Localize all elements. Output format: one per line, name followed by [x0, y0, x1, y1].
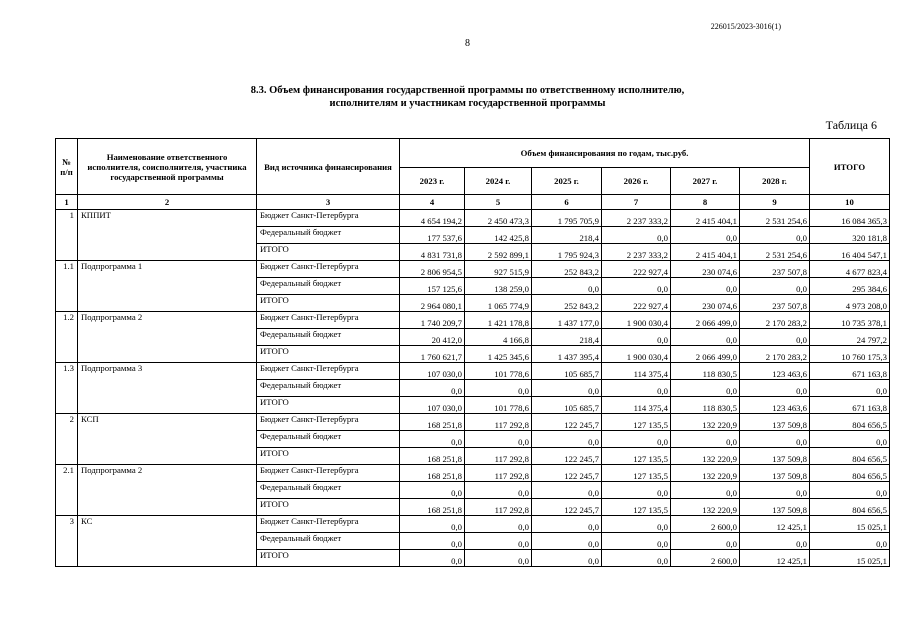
year-value: 137 509,8 [740, 465, 810, 482]
table-row [56, 210, 890, 227]
year-value: 237 507,8 [740, 261, 810, 278]
col-header-source: Вид источника финансирования [257, 139, 400, 195]
year-value: 127 135,5 [602, 414, 671, 431]
executor-name: Подпрограмма 1 [78, 261, 257, 312]
year-value: 0,0 [602, 227, 671, 244]
year-value: 0,0 [532, 380, 602, 397]
executor-name: КС [78, 516, 257, 567]
year-value: 122 245,7 [532, 414, 602, 431]
year-value: 2 450 473,3 [465, 210, 532, 227]
col-number: 1 [56, 195, 78, 210]
table-row [56, 414, 890, 431]
year-value: 107 030,0 [400, 363, 465, 380]
row-number: 1.1 [56, 261, 78, 312]
document-id: 226015/2023-3016(1) [710, 22, 781, 31]
year-value: 157 125,6 [400, 278, 465, 295]
year-value: 4 166,8 [465, 329, 532, 346]
total-value: 804 656,5 [810, 448, 890, 465]
year-value: 0,0 [602, 533, 671, 550]
page-number: 8 [465, 38, 470, 49]
total-value: 295 384,6 [810, 278, 890, 295]
funding-source: ИТОГО [257, 499, 400, 516]
year-value: 0,0 [465, 380, 532, 397]
row-number: 3 [56, 516, 78, 567]
year-value: 0,0 [740, 533, 810, 550]
total-value: 16 404 547,1 [810, 244, 890, 261]
year-value: 2 415 404,1 [671, 244, 740, 261]
executor-name: Подпрограмма 2 [78, 465, 257, 516]
year-value: 1 900 030,4 [602, 312, 671, 329]
total-value: 0,0 [810, 380, 890, 397]
year-value: 132 220,9 [671, 414, 740, 431]
year-value: 0,0 [602, 278, 671, 295]
year-value: 2 066 499,0 [671, 312, 740, 329]
year-value: 127 135,5 [602, 465, 671, 482]
funding-source: Федеральный бюджет [257, 431, 400, 448]
funding-source: ИТОГО [257, 397, 400, 414]
col-header-total: ИТОГО [810, 139, 890, 195]
year-value: 122 245,7 [532, 448, 602, 465]
funding-source: ИТОГО [257, 295, 400, 312]
funding-source: ИТОГО [257, 550, 400, 567]
year-value: 137 509,8 [740, 499, 810, 516]
year-value: 0,0 [671, 533, 740, 550]
year-value: 0,0 [532, 431, 602, 448]
col-number: 4 [400, 195, 465, 210]
year-value: 117 292,8 [465, 448, 532, 465]
year-value: 0,0 [465, 482, 532, 499]
col-number: 6 [532, 195, 602, 210]
total-value: 0,0 [810, 533, 890, 550]
year-value: 127 135,5 [602, 448, 671, 465]
col-number: 2 [78, 195, 257, 210]
year-value: 177 537,6 [400, 227, 465, 244]
year-value: 0,0 [740, 431, 810, 448]
year-value: 168 251,8 [400, 448, 465, 465]
row-number: 2.1 [56, 465, 78, 516]
row-number: 1.2 [56, 312, 78, 363]
executor-name: КСП [78, 414, 257, 465]
col-number: 7 [602, 195, 671, 210]
year-value: 20 412,0 [400, 329, 465, 346]
table-body [56, 210, 890, 567]
year-value: 0,0 [740, 329, 810, 346]
year-value: 123 463,6 [740, 397, 810, 414]
year-value: 142 425,8 [465, 227, 532, 244]
table-row [56, 312, 890, 329]
row-number: 2 [56, 414, 78, 465]
year-value: 0,0 [532, 278, 602, 295]
year-value: 12 425,1 [740, 516, 810, 533]
year-value: 168 251,8 [400, 499, 465, 516]
executor-name: Подпрограмма 2 [78, 312, 257, 363]
table-label: Таблица 6 [825, 118, 877, 132]
year-value: 0,0 [532, 550, 602, 567]
year-value: 222 927,4 [602, 261, 671, 278]
funding-source: Бюджет Санкт-Петербурга [257, 465, 400, 482]
year-value: 122 245,7 [532, 499, 602, 516]
year-value: 132 220,9 [671, 448, 740, 465]
year-value: 0,0 [671, 482, 740, 499]
year-value: 12 425,1 [740, 550, 810, 567]
year-value: 0,0 [602, 329, 671, 346]
year-value: 0,0 [465, 533, 532, 550]
year-value: 0,0 [400, 550, 465, 567]
year-value: 117 292,8 [465, 414, 532, 431]
year-value: 0,0 [671, 329, 740, 346]
year-value: 117 292,8 [465, 499, 532, 516]
year-value: 101 778,6 [465, 397, 532, 414]
year-value: 118 830,5 [671, 363, 740, 380]
year-value: 222 927,4 [602, 295, 671, 312]
total-value: 671 163,8 [810, 397, 890, 414]
year-value: 2 600,0 [671, 516, 740, 533]
year-value: 105 685,7 [532, 397, 602, 414]
year-value: 0,0 [740, 482, 810, 499]
year-value: 0,0 [671, 431, 740, 448]
year-value: 0,0 [740, 380, 810, 397]
total-value: 320 181,8 [810, 227, 890, 244]
section-title-line-1: 8.3. Объем финансирования государственной программы по ответственному исполнителю, [250, 85, 685, 96]
col-number: 8 [671, 195, 740, 210]
total-value: 0,0 [810, 482, 890, 499]
year-value: 1 795 924,3 [532, 244, 602, 261]
section-title-line-2: исполнителям и участникам государственной программы [329, 98, 606, 109]
year-value: 0,0 [532, 516, 602, 533]
year-value: 0,0 [671, 278, 740, 295]
year-value: 2 592 899,1 [465, 244, 532, 261]
year-value: 0,0 [602, 482, 671, 499]
year-value: 123 463,6 [740, 363, 810, 380]
year-value: 122 245,7 [532, 465, 602, 482]
table-row [56, 516, 890, 533]
table-row [56, 261, 890, 278]
col-header-year: 2023 г. [400, 168, 465, 195]
col-header-year: 2025 г. [532, 168, 602, 195]
year-value: 218,4 [532, 329, 602, 346]
year-value: 0,0 [671, 380, 740, 397]
year-value: 105 685,7 [532, 363, 602, 380]
executor-name: КППИТ [78, 210, 257, 261]
year-value: 132 220,9 [671, 465, 740, 482]
year-value: 1 740 209,7 [400, 312, 465, 329]
year-value: 252 843,2 [532, 295, 602, 312]
year-value: 118 830,5 [671, 397, 740, 414]
year-value: 1 065 774,9 [465, 295, 532, 312]
col-number: 9 [740, 195, 810, 210]
year-value: 132 220,9 [671, 499, 740, 516]
funding-source: Федеральный бюджет [257, 380, 400, 397]
year-value: 1 795 705,9 [532, 210, 602, 227]
total-value: 804 656,5 [810, 414, 890, 431]
funding-source: Бюджет Санкт-Петербурга [257, 210, 400, 227]
year-value: 0,0 [602, 380, 671, 397]
year-value: 114 375,4 [602, 397, 671, 414]
year-value: 2 237 333,2 [602, 244, 671, 261]
year-value: 127 135,5 [602, 499, 671, 516]
col-header-year: 2024 г. [465, 168, 532, 195]
funding-source: ИТОГО [257, 448, 400, 465]
year-value: 0,0 [400, 516, 465, 533]
funding-source: ИТОГО [257, 244, 400, 261]
total-value: 15 025,1 [810, 516, 890, 533]
year-value: 2 600,0 [671, 550, 740, 567]
col-header-num: № п/п [56, 139, 78, 195]
funding-source: Бюджет Санкт-Петербурга [257, 516, 400, 533]
year-value: 1 437 177,0 [532, 312, 602, 329]
year-value: 117 292,8 [465, 465, 532, 482]
year-value: 2 531 254,6 [740, 210, 810, 227]
year-value: 1 421 178,8 [465, 312, 532, 329]
year-value: 1 760 621,7 [400, 346, 465, 363]
col-number: 10 [810, 195, 890, 210]
year-value: 2 237 333,2 [602, 210, 671, 227]
year-value: 0,0 [671, 227, 740, 244]
col-header-year: 2026 г. [602, 168, 671, 195]
year-value: 114 375,4 [602, 363, 671, 380]
col-header-years-group: Объем финансирования по годам, тыс.руб. [400, 139, 810, 168]
year-value: 1 425 345,6 [465, 346, 532, 363]
year-value: 0,0 [602, 550, 671, 567]
funding-source: Бюджет Санкт-Петербурга [257, 261, 400, 278]
total-value: 10 735 378,1 [810, 312, 890, 329]
year-value: 0,0 [532, 482, 602, 499]
year-value: 138 259,0 [465, 278, 532, 295]
year-value: 0,0 [400, 533, 465, 550]
year-value: 0,0 [740, 278, 810, 295]
year-value: 168 251,8 [400, 465, 465, 482]
year-value: 230 074,6 [671, 261, 740, 278]
year-value: 0,0 [602, 431, 671, 448]
funding-source: Федеральный бюджет [257, 482, 400, 499]
col-header-year: 2028 г. [740, 168, 810, 195]
year-value: 4 831 731,8 [400, 244, 465, 261]
year-value: 2 170 283,2 [740, 312, 810, 329]
year-value: 1 437 395,4 [532, 346, 602, 363]
financing-table [55, 138, 890, 567]
col-header-name: Наименование ответственного исполнителя, соисполнителя, участника государственной программы [78, 139, 257, 195]
funding-source: Бюджет Санкт-Петербурга [257, 414, 400, 431]
year-value: 237 507,8 [740, 295, 810, 312]
year-value: 0,0 [465, 550, 532, 567]
year-value: 218,4 [532, 227, 602, 244]
section-title [0, 84, 905, 110]
year-value: 137 509,8 [740, 414, 810, 431]
table-row [56, 465, 890, 482]
year-value: 0,0 [400, 380, 465, 397]
year-value: 2 964 080,1 [400, 295, 465, 312]
total-value: 10 760 175,3 [810, 346, 890, 363]
col-number: 5 [465, 195, 532, 210]
year-value: 2 806 954,5 [400, 261, 465, 278]
year-value: 101 778,6 [465, 363, 532, 380]
funding-source: Федеральный бюджет [257, 227, 400, 244]
funding-source: Федеральный бюджет [257, 329, 400, 346]
executor-name: Подпрограмма 3 [78, 363, 257, 414]
year-value: 252 843,2 [532, 261, 602, 278]
total-value: 24 797,2 [810, 329, 890, 346]
year-value: 0,0 [465, 431, 532, 448]
funding-source: ИТОГО [257, 346, 400, 363]
total-value: 15 025,1 [810, 550, 890, 567]
year-value: 2 066 499,0 [671, 346, 740, 363]
total-value: 671 163,8 [810, 363, 890, 380]
year-value: 0,0 [465, 516, 532, 533]
year-value: 168 251,8 [400, 414, 465, 431]
year-value: 2 531 254,6 [740, 244, 810, 261]
total-value: 16 084 365,3 [810, 210, 890, 227]
funding-source: Федеральный бюджет [257, 533, 400, 550]
total-value: 4 973 208,0 [810, 295, 890, 312]
col-number: 3 [257, 195, 400, 210]
total-value: 804 656,5 [810, 465, 890, 482]
year-value: 0,0 [602, 516, 671, 533]
table-row [56, 363, 890, 380]
year-value: 0,0 [400, 482, 465, 499]
year-value: 0,0 [740, 227, 810, 244]
year-value: 0,0 [400, 431, 465, 448]
year-value: 927 515,9 [465, 261, 532, 278]
year-value: 0,0 [532, 533, 602, 550]
year-value: 2 170 283,2 [740, 346, 810, 363]
year-value: 1 900 030,4 [602, 346, 671, 363]
total-value: 4 677 823,4 [810, 261, 890, 278]
row-number: 1 [56, 210, 78, 261]
year-value: 137 509,8 [740, 448, 810, 465]
total-value: 0,0 [810, 431, 890, 448]
year-value: 2 415 404,1 [671, 210, 740, 227]
col-header-year: 2027 г. [671, 168, 740, 195]
funding-source: Бюджет Санкт-Петербурга [257, 312, 400, 329]
year-value: 4 654 194,2 [400, 210, 465, 227]
year-value: 230 074,6 [671, 295, 740, 312]
year-value: 107 030,0 [400, 397, 465, 414]
total-value: 804 656,5 [810, 499, 890, 516]
row-number: 1.3 [56, 363, 78, 414]
funding-source: Федеральный бюджет [257, 278, 400, 295]
funding-source: Бюджет Санкт-Петербурга [257, 363, 400, 380]
